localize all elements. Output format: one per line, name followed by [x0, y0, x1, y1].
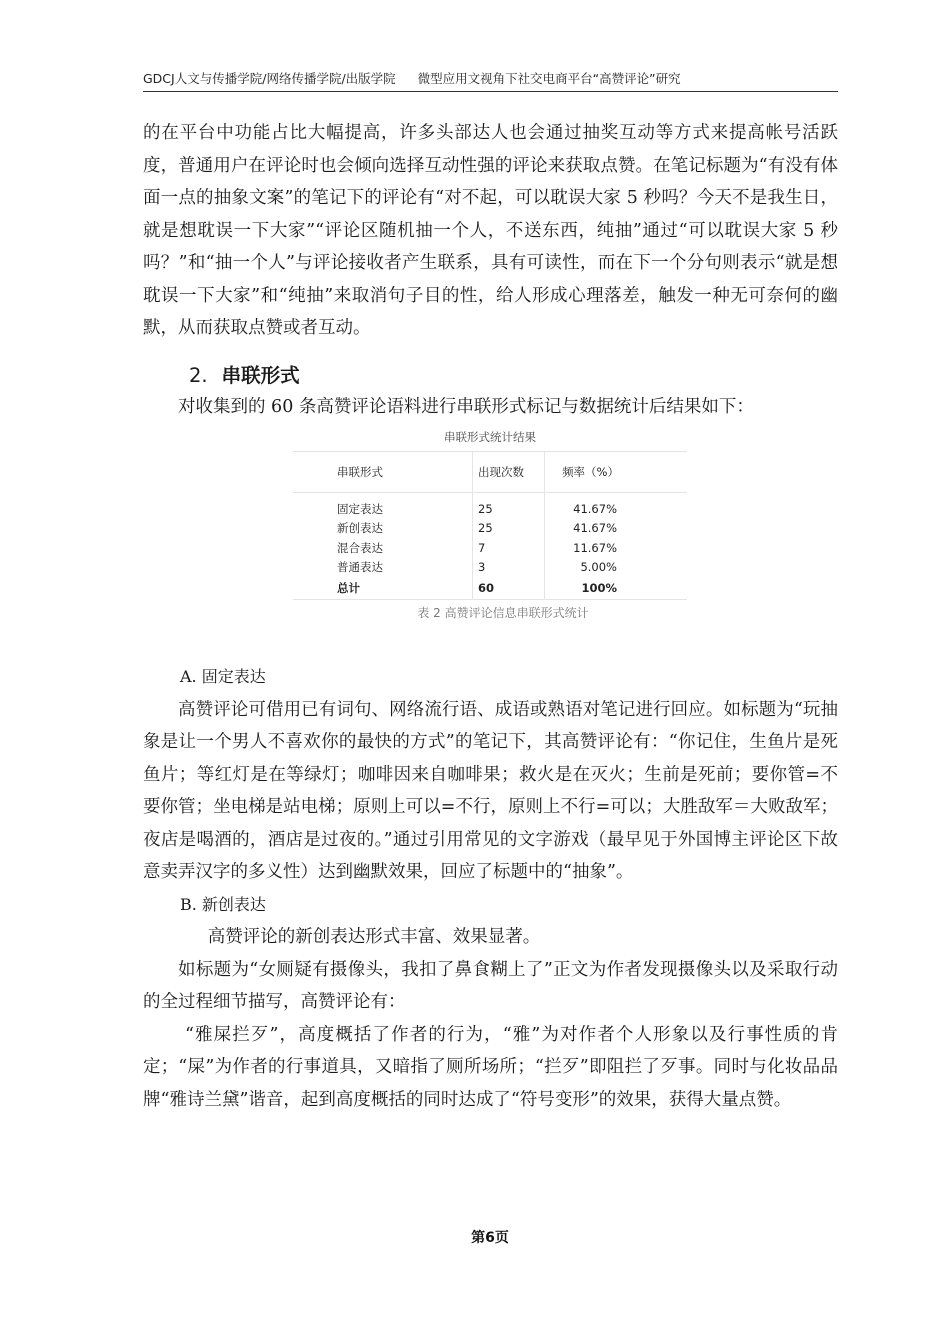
column-header: 频率（%） [545, 452, 688, 493]
paragraph-new-expression-intro: 高赞评论的新创表达形式丰富、效果显著。 [207, 927, 541, 947]
table-cell: 41.67% [573, 521, 617, 536]
header-paper-title: 微型应用文视角下社交电商平台“高赞评论”研究 [417, 71, 681, 86]
page-header [143, 69, 838, 92]
subheading-fixed-expression: A. 固定表达 [180, 667, 266, 686]
page-content [143, 117, 838, 1116]
table-total-row [293, 577, 687, 600]
table-caption: 表 2 高赞评论信息串联形式统计 [417, 606, 589, 620]
table-cell: 固定表达 [293, 493, 473, 519]
table-cell: 60 [473, 577, 545, 600]
paragraph-new-expression-example: 如标题为“女厕疑有摄像头，我扣了鼻食糊上了”正文为作者发现摄像头以及采取行动的全过程细节描写，高赞评论有： [143, 959, 838, 1012]
statistics-table-block [143, 429, 838, 629]
table-row [293, 493, 687, 519]
section-heading [143, 361, 838, 391]
table-cell: 3 [473, 558, 545, 578]
table-cell: 混合表达 [293, 538, 473, 558]
table-row [293, 538, 687, 558]
table-cell: 25 [473, 519, 545, 539]
page-number: 第6页 [471, 1230, 509, 1246]
table-cell: 7 [473, 538, 545, 558]
paragraph-table-intro: 对收集到的 60 条高赞评论语料进行串联形式标记与数据统计后结果如下： [178, 396, 754, 417]
paragraph-interaction: 的在平台中功能占比大幅提高，许多头部达人也会通过抽奖互动等方式来提高帐号活跃度，普通用户在评论时也会倾向选择互动性强的评论来获取点赞。在笔记标题为“有没有体面一点的抽象文案”的笔记下的评论有“对不起，可以耽误大家 5 秒吗？今天不是我生日，就是想耽误一下大家”“评论区随机抽一个人，不送东西，纯抽”通过“可以耽误大家 5 秒吗？”和“抽一个人”与评论接收者产生联系，具有可读性，而在下一个分句则表示“就是想耽误一下大家”和“纯抽”来取消句子目的性，给人形成心理落差，触发一种无可奈何的幽默，从而获取点赞或者互动。 [143, 123, 838, 338]
paragraph-fixed-expression: 高赞评论可借用已有词句、网络流行语、成语或熟语对笔记进行回应。如标题为“玩抽象是让一个男人不喜欢你的最快的方式”的笔记下，其高赞评论有：“你记住，生鱼片是死鱼片；等红灯是在等绿灯；咖啡因来自咖啡果；救火是在灭火；生前是死前；要你管=不要你管；坐电梯是站电梯；原则上可以=不行，原则上不行=可以；大胜敌军＝大败敌军；夜店是喝酒的，酒店是过夜的。”通过引用常见的文字游戏（最早见于外国博主评论区下故意卖弄汉字的多义性）达到幽默效果，回应了标题中的“抽象”。 [143, 699, 838, 882]
table-header-row [293, 452, 687, 493]
section-title: 串联形式 [221, 363, 300, 387]
table-cell: 普通表达 [293, 558, 473, 578]
table-title: 串联形式统计结果 [444, 430, 536, 444]
statistics-table [293, 451, 687, 600]
table-cell: 41.67% [573, 501, 617, 516]
table-row [293, 558, 687, 578]
table-row [293, 519, 687, 539]
table-cell: 总计 [293, 577, 473, 600]
column-header: 串联形式 [293, 452, 473, 493]
table-cell: 11.67% [573, 540, 617, 555]
subheading-new-expression: B. 新创表达 [180, 894, 266, 914]
column-header: 出现次数 [473, 452, 545, 493]
section-number: 2. [189, 363, 208, 387]
table-cell: 新创表达 [293, 519, 473, 539]
table-cell: 100% [545, 577, 688, 600]
table-cell: 5.00% [580, 560, 617, 575]
header-institution: GDCJ人文与传播学院/网络传播学院/出版学院 [143, 71, 396, 86]
paragraph-new-expression-analysis: “雅屎拦歹”，高度概括了作者的行为，“雅”为对作者个人形象以及行事性质的肯定；“屎”为作者的行事道具，又暗指了厕所场所；“拦歹”即阻拦了歹事。同时与化妆品品牌“雅诗兰黛”谐音，起到高度概括的同时达成了“符号变形”的效果，获得大量点赞。 [143, 1024, 838, 1110]
table-cell: 25 [473, 493, 545, 519]
